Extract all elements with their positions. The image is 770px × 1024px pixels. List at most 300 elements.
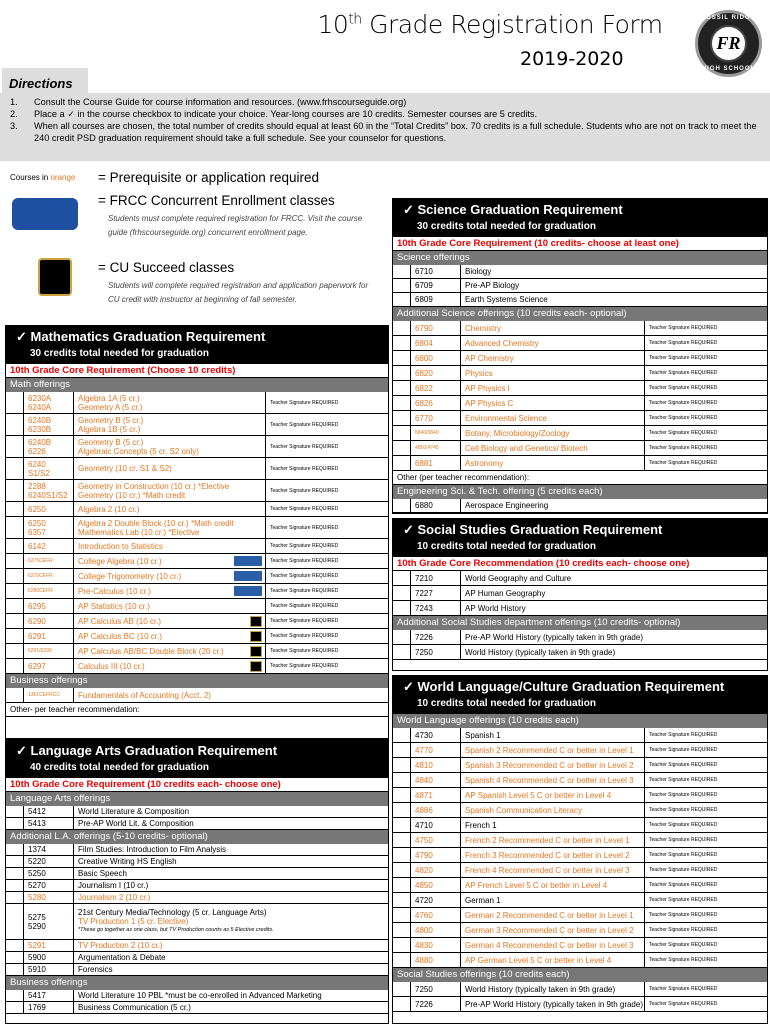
- course-row: [6, 688, 388, 703]
- course-name: AP Chemistry: [461, 351, 645, 365]
- other-recommendation: Other (per teacher recommendation):: [393, 471, 767, 485]
- course-code: 4790: [411, 848, 461, 862]
- course-checkbox[interactable]: [6, 952, 24, 963]
- course-name: German 1: [461, 893, 645, 907]
- legend-cu-note: Students will complete required registration and application paperwork for CU credit with instructor at beginning of fall semester.: [108, 281, 369, 304]
- course-checkbox[interactable]: [393, 336, 411, 350]
- course-code: 6804: [411, 336, 461, 350]
- course-checkbox[interactable]: [6, 554, 24, 568]
- course-name: German 3 Recommended C or better in Level 2: [461, 923, 645, 937]
- course-code: 4830: [411, 938, 461, 952]
- course-row: [393, 601, 767, 616]
- course-code: 4850: [411, 878, 461, 892]
- course-checkbox[interactable]: [6, 880, 24, 891]
- course-row: [393, 441, 767, 456]
- course-name-line: TV Production 1 (5 cr. Elective): [78, 917, 189, 926]
- course-row: [393, 279, 767, 293]
- course-name: AP Calculus AB/BC Double Block (20 cr.): [74, 644, 266, 658]
- teacher-signature: Teacher Signature REQUIRED: [649, 415, 718, 421]
- teacher-signature: Teacher Signature REQUIRED: [270, 558, 339, 564]
- course-row: [6, 584, 388, 599]
- course-checkbox[interactable]: [393, 878, 411, 892]
- course-row: [393, 366, 767, 381]
- course-code: 4880: [411, 953, 461, 967]
- course-name: French 2 Recommended C or better in Level 1: [461, 833, 645, 847]
- teacher-signature: Teacher Signature REQUIRED: [649, 732, 718, 738]
- course-code: 6291/6290: [24, 644, 74, 658]
- course-name: World Literature 10 PBL *must be co-enrolled in Advanced Marketing: [78, 991, 322, 1000]
- directions-label: Directions: [2, 68, 88, 93]
- course-name: Creative Writing HS English: [78, 857, 177, 866]
- course-checkbox[interactable]: [6, 940, 24, 951]
- course-row: [393, 645, 767, 660]
- teacher-signature: Teacher Signature REQUIRED: [649, 807, 718, 813]
- course-row: [393, 863, 767, 878]
- course-name: Cell Biology and Genetics/ Biotech: [461, 441, 645, 455]
- course-checkbox[interactable]: [6, 818, 24, 829]
- course-code: 6770: [411, 411, 461, 425]
- course-checkbox[interactable]: [393, 863, 411, 877]
- course-name: German 2 Recommended C or better in Level 1: [461, 908, 645, 922]
- course-checkbox[interactable]: [6, 614, 24, 628]
- course-code: 4760: [411, 908, 461, 922]
- course-row: [6, 844, 388, 856]
- course-name: Geometry (10 cr. S1 & S2): [74, 458, 266, 479]
- course-checkbox[interactable]: [393, 953, 411, 967]
- core-requirement: 10th Grade Core Requirement (10 credits- choose at least one): [393, 237, 767, 251]
- course-checkbox[interactable]: [393, 773, 411, 787]
- course-checkbox[interactable]: [393, 366, 411, 380]
- course-code: 5270: [24, 880, 74, 891]
- course-code: 7227: [411, 586, 461, 600]
- course-checkbox[interactable]: [6, 1002, 24, 1013]
- direction-number: 1.: [10, 97, 18, 107]
- course-row: [393, 953, 767, 968]
- course-row: [6, 599, 388, 614]
- teacher-signature: Teacher Signature REQUIRED: [270, 524, 339, 531]
- course-checkbox[interactable]: [6, 964, 24, 975]
- frcc-icon: [234, 571, 262, 581]
- course-checkbox[interactable]: [393, 586, 411, 600]
- course-name: Geometry in Construction (10 cr.) *Elective Geometry (10 cr.) *Math credit: [74, 480, 266, 501]
- course-checkbox[interactable]: [6, 458, 24, 479]
- course-name: World Literature & Composition: [78, 807, 190, 816]
- course-row: [6, 539, 388, 554]
- course-name: Environmental Science: [461, 411, 645, 425]
- course-row: [393, 411, 767, 426]
- teacher-signature: Teacher Signature REQUIRED: [649, 912, 718, 918]
- teacher-signature: Teacher Signature REQUIRED: [270, 399, 339, 406]
- course-code: 6240B 6226: [24, 436, 74, 457]
- course-name: AP Physics I: [461, 381, 645, 395]
- course-name: Pre-Calculus (10 cr.): [74, 584, 266, 598]
- course-name: AP Calculus BC (10 cr.): [74, 629, 266, 643]
- core-requirement: 10th Grade Core Requirement (Choose 10 credits): [6, 364, 388, 378]
- course-name: Biology: [465, 267, 492, 276]
- teacher-signature: Teacher Signature REQUIRED: [270, 618, 339, 624]
- teacher-signature: Teacher Signature REQUIRED: [649, 385, 718, 391]
- course-name: College Trigonometry (10 cr.): [74, 569, 266, 583]
- teacher-signature: Teacher Signature REQUIRED: [270, 543, 339, 549]
- section-header: [6, 740, 388, 778]
- course-row: [393, 381, 767, 396]
- course-name: Business Communication (5 cr.): [78, 1003, 191, 1012]
- course-row: [393, 893, 767, 908]
- section-title: ✓ Mathematics Graduation Requirement: [16, 329, 266, 344]
- course-checkbox[interactable]: [6, 629, 24, 643]
- course-name: AP Human Geography: [465, 588, 546, 598]
- course-checkbox[interactable]: [393, 601, 411, 615]
- teacher-signature: Teacher Signature REQUIRED: [649, 1001, 718, 1007]
- teacher-signature: Teacher Signature REQUIRED: [649, 747, 718, 753]
- offerings-header: Additional Science offerings (10 credits each- optional): [393, 307, 767, 321]
- course-checkbox[interactable]: [6, 414, 24, 435]
- teacher-signature: Teacher Signature REQUIRED: [270, 663, 339, 669]
- section-subtitle: 40 credits total needed for graduation: [30, 762, 209, 773]
- offerings-header: Additional L.A. offerings (5-10 credits- optional): [6, 830, 388, 844]
- course-row: [393, 351, 767, 366]
- section-header: [393, 519, 767, 557]
- section-subtitle: 10 credits total needed for graduation: [417, 541, 596, 552]
- course-checkbox[interactable]: [393, 743, 411, 757]
- course-checkbox[interactable]: [6, 659, 24, 673]
- course-name: Earth Systems Science: [465, 295, 548, 304]
- course-row: [6, 392, 388, 414]
- course-checkbox[interactable]: [393, 982, 411, 996]
- direction-text: When all courses are chosen, the total number of credits should equal at least 60 in the “Total Credits” box. 70 credits is a full schedule. Students who are not on track to meet the 240 credit PSD graduation requirement should take a full schedule. See your counselor for questions.: [34, 121, 757, 143]
- page-title: 10th Grade Registration Form: [317, 10, 663, 39]
- course-name: French 4 Recommended C or better in Level 3: [461, 863, 645, 877]
- course-name: Pre-AP World History (typically taken in 9th grade): [465, 632, 643, 642]
- course-name: Geometry B (5 cr.) Algebraic Concepts (5 cr. S2 only): [74, 436, 266, 457]
- course-code: 6822: [411, 381, 461, 395]
- legend-courses-in: Courses in orange: [10, 173, 76, 182]
- course-checkbox[interactable]: [6, 599, 24, 613]
- course-checkbox[interactable]: [6, 644, 24, 658]
- teacher-signature: Teacher Signature REQUIRED: [649, 400, 718, 406]
- course-name: Pre-AP Biology: [465, 281, 520, 290]
- teacher-signature: Teacher Signature REQUIRED: [649, 460, 718, 466]
- offerings-header: Science offerings: [393, 251, 767, 265]
- course-row: [393, 426, 767, 441]
- course-checkbox[interactable]: [393, 997, 411, 1011]
- section-subtitle: 10 credits total needed for graduation: [417, 698, 596, 709]
- course-row: [6, 480, 388, 502]
- school-year: 2019-2020: [520, 48, 624, 70]
- course-code: 6240B 6230B: [24, 414, 74, 435]
- course-code: 6881: [411, 456, 461, 470]
- course-checkbox[interactable]: [393, 265, 411, 278]
- offerings-header: Social Studies offerings (10 credits each): [393, 968, 767, 982]
- course-name: Advanced Chemistry: [461, 336, 645, 350]
- direction-number: 2.: [10, 109, 18, 119]
- cu-logo-icon: [38, 258, 72, 296]
- course-row: [393, 788, 767, 803]
- course-row: [6, 458, 388, 480]
- course-code: 5250: [24, 868, 74, 879]
- section-subtitle: 30 credits total needed for graduation: [30, 348, 209, 359]
- section-header: [393, 676, 767, 714]
- course-code: 1361CEFRCC: [24, 688, 74, 702]
- course-checkbox[interactable]: [6, 502, 24, 516]
- section-title: ✓ Science Graduation Requirement: [403, 202, 623, 217]
- section-title: ✓ Language Arts Graduation Requirement: [16, 743, 278, 758]
- course-row: [6, 964, 388, 976]
- course-code: 5280: [24, 892, 74, 903]
- course-checkbox[interactable]: [393, 321, 411, 335]
- course-row: [393, 456, 767, 471]
- course-row: [393, 586, 767, 601]
- course-checkbox[interactable]: [393, 758, 411, 772]
- course-row: [393, 818, 767, 833]
- course-checkbox[interactable]: [6, 392, 24, 413]
- course-code: 6275CEFR: [24, 554, 74, 568]
- teacher-signature: Teacher Signature REQUIRED: [649, 837, 718, 843]
- course-name: AP World History: [465, 603, 526, 613]
- teacher-signature: Teacher Signature REQUIRED: [649, 957, 718, 963]
- course-checkbox[interactable]: [393, 411, 411, 425]
- cu-icon: [250, 661, 262, 672]
- course-checkbox[interactable]: [393, 293, 411, 306]
- course-code: 6709: [411, 279, 461, 292]
- course-code: 4710: [411, 818, 461, 832]
- social-studies-section: [392, 518, 768, 671]
- teacher-signature: Teacher Signature REQUIRED: [649, 370, 718, 376]
- direction-text: Consult the Course Guide for course information and resources. (www.frhscourseguide.org): [34, 97, 407, 107]
- course-code: 7250: [411, 645, 461, 659]
- world-language-section: [392, 675, 768, 1024]
- course-row: [393, 848, 767, 863]
- offerings-header: Language Arts offerings: [6, 792, 388, 806]
- teacher-signature: Teacher Signature REQUIRED: [649, 942, 718, 948]
- course-checkbox[interactable]: [393, 441, 411, 455]
- course-code: 4730: [411, 728, 461, 742]
- course-checkbox[interactable]: [393, 833, 411, 847]
- course-row: [393, 630, 767, 645]
- course-row: [393, 923, 767, 938]
- course-name: Calculus III (10 cr.): [74, 659, 266, 673]
- course-row: [6, 569, 388, 584]
- core-requirement: 10th Grade Core Requirement (10 credits each- choose one): [6, 778, 388, 792]
- course-code: 4840: [411, 773, 461, 787]
- legend-prereq: = Prerequisite or application required: [98, 170, 320, 185]
- course-checkbox[interactable]: [6, 584, 24, 598]
- offerings-header: World Language offerings (10 credits each): [393, 714, 767, 728]
- teacher-signature: Teacher Signature REQUIRED: [270, 421, 339, 428]
- course-name: Argumentation & Debate: [78, 953, 166, 962]
- course-code: 6250 6357: [24, 517, 74, 538]
- course-name: Spanish Communication Literacy: [461, 803, 645, 817]
- course-row: [6, 806, 388, 818]
- teacher-signature: Teacher Signature REQUIRED: [649, 897, 718, 903]
- course-name: Spanish 3 Recommended C or better in Level 2: [461, 758, 645, 772]
- legend-frcc-note: Students must complete required registration for FRCC. Visit the course guide (frhscourseguide.org) concurrent enrollment page.: [108, 214, 363, 237]
- course-name: TV Production 2 (10 cr.): [78, 941, 163, 950]
- course-name: Astronomy: [461, 456, 645, 470]
- course-row: [393, 938, 767, 953]
- course-code: 5413: [24, 818, 74, 829]
- teacher-signature: Teacher Signature REQUIRED: [649, 986, 718, 992]
- course-row: [6, 644, 388, 659]
- course-checkbox[interactable]: [393, 728, 411, 742]
- course-row: [6, 554, 388, 569]
- course-name: AP Statistics (10 cr.): [74, 599, 266, 613]
- course-row: [6, 502, 388, 517]
- math-section: [5, 325, 389, 739]
- course-checkbox[interactable]: [6, 856, 24, 867]
- teacher-signature: Teacher Signature REQUIRED: [649, 867, 718, 873]
- section-title: ✓ Social Studies Graduation Requirement: [403, 522, 663, 537]
- course-checkbox[interactable]: [393, 351, 411, 365]
- course-name: Journalism I (10 cr.): [78, 881, 149, 890]
- course-name: Aerospace Engineering: [465, 501, 549, 510]
- course-name: AP French Level 5 C or better in Level 4: [461, 878, 645, 892]
- course-row: [6, 990, 388, 1002]
- course-checkbox[interactable]: [6, 844, 24, 855]
- course-code: 4871: [411, 788, 461, 802]
- course-checkbox[interactable]: [393, 923, 411, 937]
- course-row: [6, 880, 388, 892]
- offerings-header: Business offerings: [6, 674, 388, 688]
- course-code: 6276CEFR: [24, 569, 74, 583]
- course-code: 4770: [411, 743, 461, 757]
- course-checkbox[interactable]: [393, 381, 411, 395]
- course-checkbox[interactable]: [393, 571, 411, 585]
- course-code: 4810: [411, 758, 461, 772]
- course-checkbox[interactable]: [393, 803, 411, 817]
- teacher-signature: Teacher Signature REQUIRED: [270, 487, 339, 494]
- course-code: 6142: [24, 539, 74, 553]
- course-row: [393, 499, 767, 513]
- course-checkbox[interactable]: [393, 499, 411, 512]
- teacher-signature: Teacher Signature REQUIRED: [649, 792, 718, 798]
- course-name: Algebra 1A (5 cr.) Geometry A (5 cr.): [74, 392, 266, 413]
- course-code: 4750: [411, 833, 461, 847]
- teacher-signature: Teacher Signature REQUIRED: [649, 445, 718, 451]
- course-code: 7226: [411, 630, 461, 644]
- course-checkbox[interactable]: [393, 630, 411, 644]
- course-row: [6, 1002, 388, 1014]
- course-checkbox[interactable]: [393, 426, 411, 440]
- course-name: Forensics: [78, 965, 113, 974]
- course-row: [6, 659, 388, 674]
- course-name: AP Physics C: [461, 396, 645, 410]
- course-checkbox[interactable]: [6, 517, 24, 538]
- course-checkbox[interactable]: [393, 818, 411, 832]
- direction-item: [10, 96, 770, 108]
- course-checkbox[interactable]: [393, 893, 411, 907]
- course-row: [393, 321, 767, 336]
- course-row: [6, 892, 388, 904]
- course-row: [6, 818, 388, 830]
- course-checkbox[interactable]: [393, 456, 411, 470]
- course-code: 5900: [24, 952, 74, 963]
- teacher-signature: Teacher Signature REQUIRED: [649, 762, 718, 768]
- course-checkbox[interactable]: [393, 396, 411, 410]
- course-checkbox[interactable]: [6, 990, 24, 1001]
- course-checkbox[interactable]: [393, 279, 411, 292]
- direction-item: [10, 120, 770, 144]
- frcc-logo-icon: [12, 198, 78, 230]
- course-checkbox[interactable]: [393, 645, 411, 659]
- course-name: Geometry B (5 cr.) Algebra 1B (5 cr.): [74, 414, 266, 435]
- course-row: [393, 833, 767, 848]
- course-code: 6250: [24, 502, 74, 516]
- course-name: Algebra 2 (10 cr.): [74, 502, 266, 516]
- course-row: [393, 773, 767, 788]
- course-row: [6, 952, 388, 964]
- course-row: [6, 940, 388, 952]
- course-checkbox[interactable]: [393, 848, 411, 862]
- teacher-signature: Teacher Signature REQUIRED: [649, 340, 718, 346]
- course-checkbox[interactable]: [6, 806, 24, 817]
- course-code: 4800: [411, 923, 461, 937]
- directions-box: [0, 93, 770, 161]
- course-checkbox[interactable]: [393, 788, 411, 802]
- course-checkbox[interactable]: [393, 938, 411, 952]
- course-name: College Algebra (10 cr.): [74, 554, 266, 568]
- teacher-signature: Teacher Signature REQUIRED: [270, 603, 339, 609]
- course-checkbox[interactable]: [6, 436, 24, 457]
- course-code: 7226: [411, 997, 461, 1011]
- course-name: World Geography and Culture: [465, 573, 572, 583]
- course-code: 5275 5290: [24, 904, 74, 939]
- course-name: Basic Speech: [78, 869, 127, 878]
- offerings-header: Engineering Sci. & Tech. offering (5 credits each): [393, 485, 767, 499]
- direction-item: [10, 108, 770, 120]
- course-checkbox[interactable]: [6, 868, 24, 879]
- school-logo: FOSSIL RIDGE FR HIGH SCHOOL: [695, 10, 762, 77]
- course-code: 6840/6840: [411, 426, 461, 440]
- course-name: German 4 Recommended C or better in Level 3: [461, 938, 645, 952]
- section-header: [393, 199, 767, 237]
- teacher-signature: Teacher Signature REQUIRED: [270, 506, 339, 512]
- teacher-signature: Teacher Signature REQUIRED: [270, 573, 339, 579]
- course-row: [393, 336, 767, 351]
- legend-frcc: = FRCC Concurrent Enrollment classes: [98, 193, 335, 208]
- course-row: [393, 878, 767, 893]
- course-name: Fundamentals of Accounting (Acct. 2): [78, 690, 211, 700]
- teacher-signature: Teacher Signature REQUIRED: [649, 430, 718, 436]
- course-checkbox[interactable]: [393, 908, 411, 922]
- cu-icon: [250, 631, 262, 642]
- course-row: [393, 908, 767, 923]
- course-code: 6230A 6240A: [24, 392, 74, 413]
- course-code: 4850/4745: [411, 441, 461, 455]
- teacher-signature: Teacher Signature REQUIRED: [649, 852, 718, 858]
- course-code: 5291: [24, 940, 74, 951]
- course-code: 5220: [24, 856, 74, 867]
- course-checkbox[interactable]: [6, 480, 24, 501]
- teacher-signature: Teacher Signature REQUIRED: [649, 927, 718, 933]
- course-row: [6, 856, 388, 868]
- offerings-header: Additional Social Studies department offerings (10 credits- optional): [393, 616, 767, 630]
- teacher-signature: Teacher Signature REQUIRED: [649, 777, 718, 783]
- course-code: 6240 S1/S2: [24, 458, 74, 479]
- offerings-header: Math offerings: [6, 378, 388, 392]
- course-checkbox[interactable]: [6, 539, 24, 553]
- course-checkbox[interactable]: [6, 904, 24, 939]
- course-name: Botany, Microbiology/Zoology: [461, 426, 645, 440]
- course-row: [6, 904, 388, 940]
- course-row: [393, 293, 767, 307]
- course-checkbox[interactable]: [6, 569, 24, 583]
- course-code: 7250: [411, 982, 461, 996]
- course-row: [6, 436, 388, 458]
- course-checkbox[interactable]: [6, 688, 24, 702]
- course-checkbox[interactable]: [6, 892, 24, 903]
- language-arts-section: [5, 739, 389, 1024]
